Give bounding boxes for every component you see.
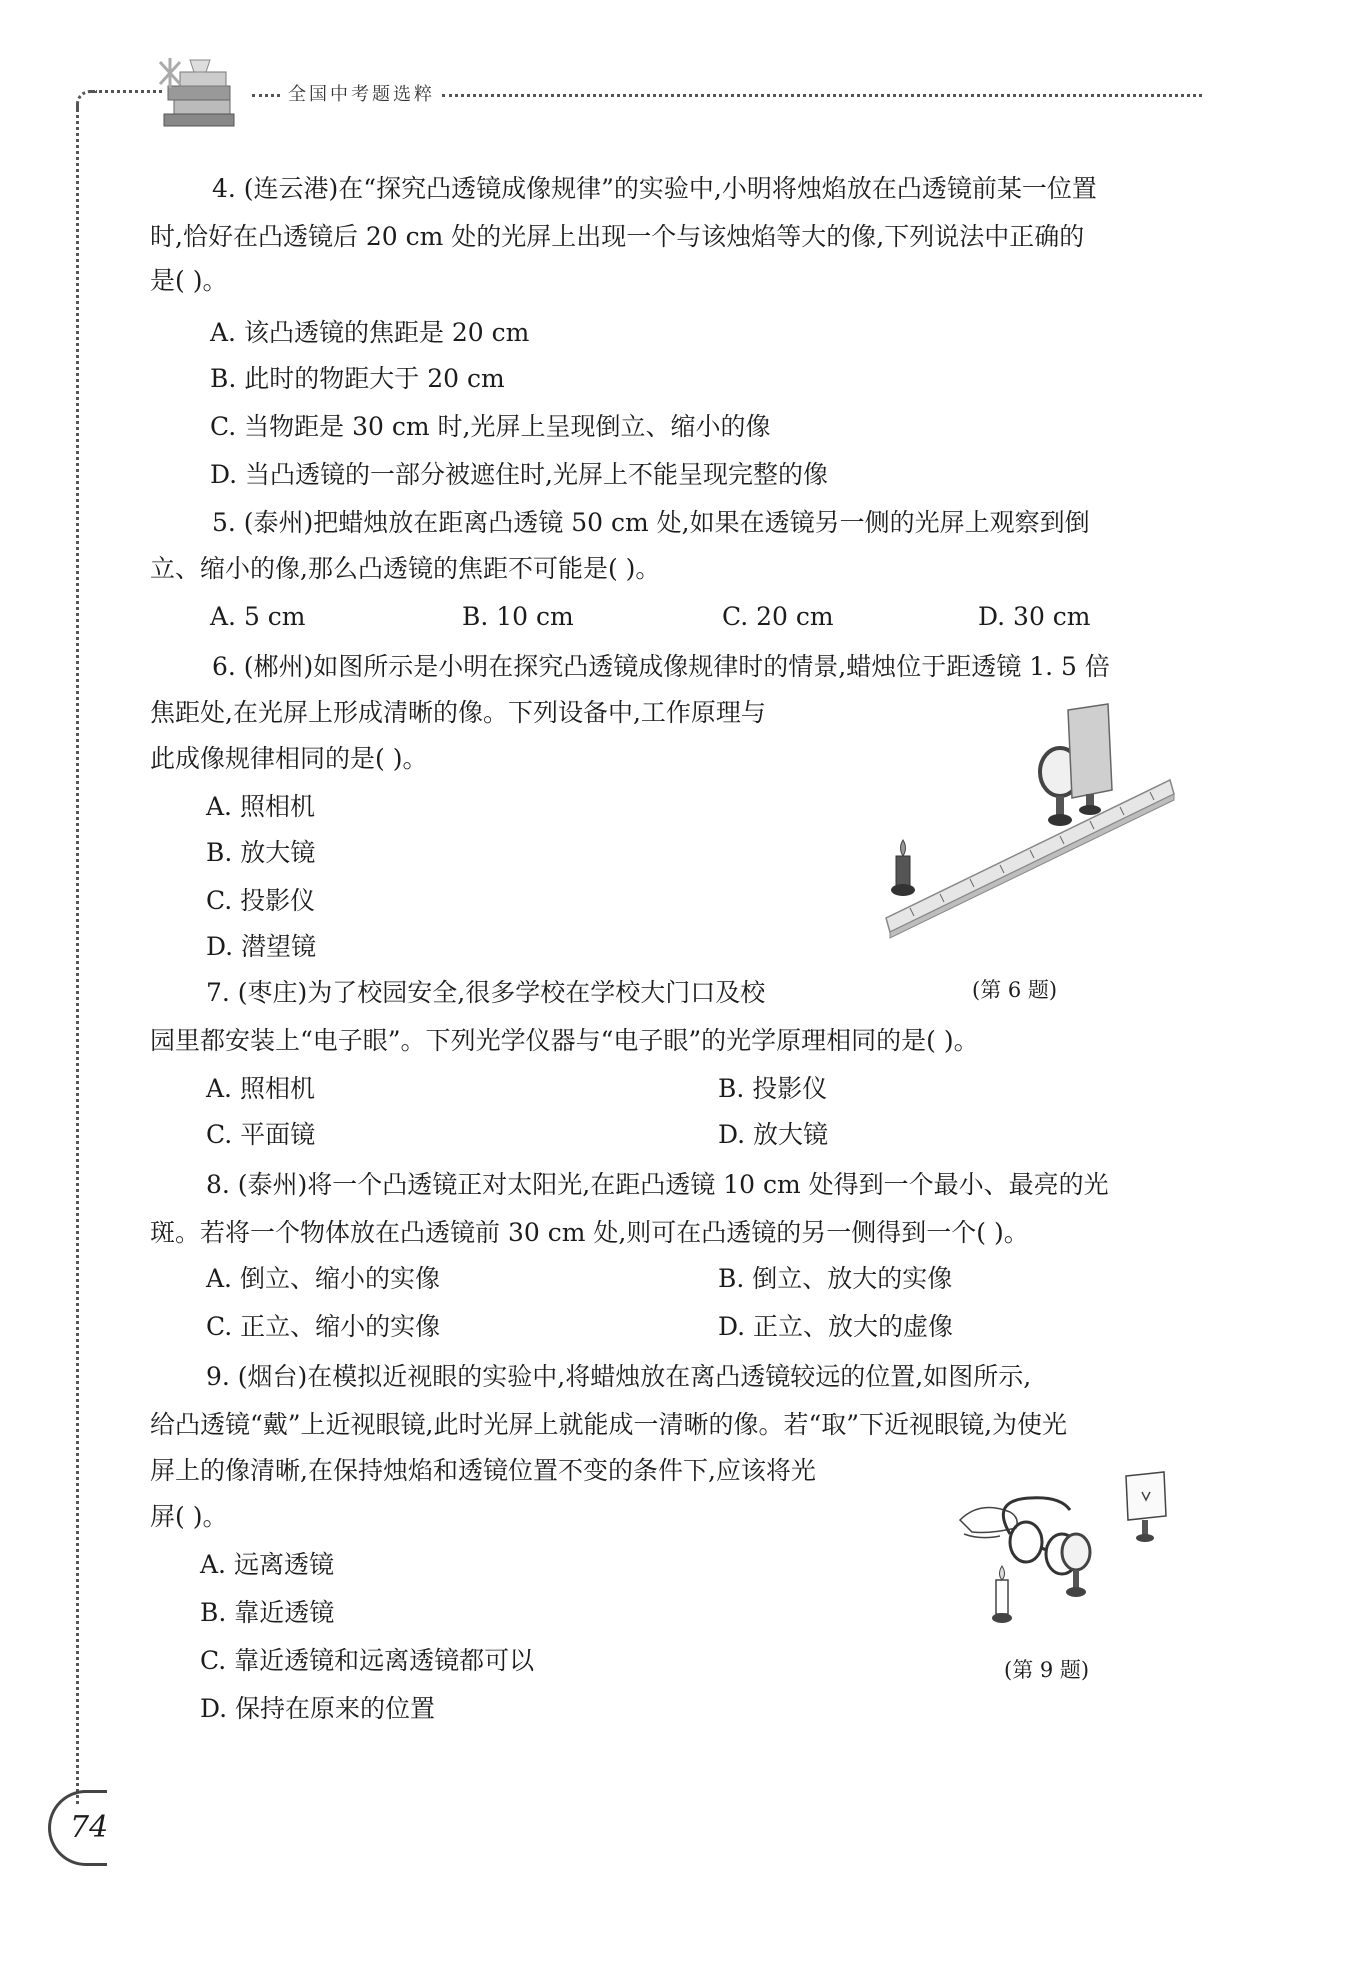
q9-option-a: A. 远离透镜 <box>200 1550 334 1579</box>
q8-line-1: 8. (泰州)将一个凸透镜正对太阳光,在距凸透镜 10 cm 处得到一个最小、最亮的光 <box>206 1170 1109 1199</box>
q9-option-b: B. 靠近透镜 <box>200 1598 335 1627</box>
header-dotted-rule-small <box>252 94 280 97</box>
q5-line-2: 立、缩小的像,那么凸透镜的焦距不可能是( )。 <box>150 554 661 583</box>
q5-option-c: C. 20 cm <box>722 602 834 631</box>
q9-line-1: 9. (烟台)在模拟近视眼的实验中,将蜡烛放在离凸透镜较远的位置,如图所示, <box>206 1362 1032 1391</box>
candle-icon <box>992 1566 1012 1623</box>
candle-icon <box>891 840 915 896</box>
header-dotted-rule-right <box>442 94 1202 97</box>
q9-line-3: 屏上的像清晰,在保持烛焰和透镜位置不变的条件下,应该将光 <box>150 1456 816 1485</box>
q6-option-b: B. 放大镜 <box>206 838 316 867</box>
ruler-icon <box>886 780 1174 938</box>
q5-line-1: 5. (泰州)把蜡烛放在距离凸透镜 50 cm 处,如果在透镜另一侧的光屏上观察到倒 <box>212 508 1090 537</box>
q9-option-d: D. 保持在原来的位置 <box>200 1694 436 1723</box>
q9-option-c: C. 靠近透镜和远离透镜都可以 <box>200 1646 535 1675</box>
q9-line-4: 屏( )。 <box>150 1502 228 1531</box>
screen-icon <box>1126 1472 1166 1542</box>
q8-option-a: A. 倒立、缩小的实像 <box>206 1264 440 1293</box>
q8-option-b: B. 倒立、放大的实像 <box>718 1264 953 1293</box>
q6-line-2: 焦距处,在光屏上形成清晰的像。下列设备中,工作原理与 <box>150 698 766 727</box>
figure-6-optical-bench <box>880 700 1180 950</box>
q9-line-2: 给凸透镜“戴”上近视眼镜,此时光屏上就能成一清晰的像。若“取”下近视眼镜,为使光 <box>150 1410 1068 1439</box>
lens-icon <box>1062 1534 1090 1597</box>
q7-line-1: 7. (枣庄)为了校园安全,很多学校在学校大门口及校 <box>206 978 766 1007</box>
q7-option-a: A. 照相机 <box>206 1074 315 1103</box>
q4-option-a: A. 该凸透镜的焦距是 20 cm <box>210 318 530 347</box>
q8-line-2: 斑。若将一个物体放在凸透镜前 30 cm 处,则可在凸透镜的另一侧得到一个( )。 <box>150 1218 1029 1247</box>
header-corner-dots <box>76 90 97 111</box>
q4-line-1: 4. (连云港)在“探究凸透镜成像规律”的实验中,小明将烛焰放在凸透镜前某一位置 <box>212 174 1097 203</box>
q6-line-3: 此成像规律相同的是( )。 <box>150 744 428 773</box>
q7-option-c: C. 平面镜 <box>206 1120 316 1149</box>
header-title: 全国中考题选粹 <box>288 84 435 105</box>
q8-option-d: D. 正立、放大的虚像 <box>718 1312 954 1341</box>
q4-option-c: C. 当物距是 30 cm 时,光屏上呈现倒立、缩小的像 <box>210 412 771 441</box>
q8-option-c: C. 正立、缩小的实像 <box>206 1312 441 1341</box>
q6-option-a: A. 照相机 <box>206 792 315 821</box>
q7-line-2: 园里都安装上“电子眼”。下列光学仪器与“电子眼”的光学原理相同的是( )。 <box>150 1026 979 1055</box>
q4-line-3: 是( )。 <box>150 266 228 295</box>
page-number-badge <box>48 1790 128 1860</box>
q6-line-1: 6. (郴州)如图所示是小明在探究凸透镜成像规律时的情景,蜡烛位于距透镜 1. 5 倍 <box>212 652 1110 681</box>
screen-icon <box>1068 704 1112 815</box>
q5-option-a: A. 5 cm <box>210 602 306 631</box>
q4-line-2: 时,恰好在凸透镜后 20 cm 处的光屏上出现一个与该烛焰等大的像,下列说法中正确的 <box>150 222 1085 251</box>
q6-option-d: D. 潜望镜 <box>206 932 317 961</box>
left-dotted-rail <box>76 104 79 1804</box>
q5-option-b: B. 10 cm <box>462 602 574 631</box>
figure-9-myopia-setup <box>950 1470 1190 1640</box>
q4-option-d: D. 当凸透镜的一部分被遮住时,光屏上不能呈现完整的像 <box>210 460 828 489</box>
q5-option-d: D. 30 cm <box>978 602 1091 631</box>
q7-option-d: D. 放大镜 <box>718 1120 829 1149</box>
q4-option-b: B. 此时的物距大于 20 cm <box>210 364 505 393</box>
figure-9-caption: (第 9 题) <box>1004 1658 1090 1682</box>
q7-option-b: B. 投影仪 <box>718 1074 828 1103</box>
figure-6-caption: (第 6 题) <box>972 978 1058 1002</box>
q6-option-c: C. 投影仪 <box>206 886 316 915</box>
page-number: 74 <box>70 1810 109 1845</box>
books-logo-icon <box>150 52 250 132</box>
